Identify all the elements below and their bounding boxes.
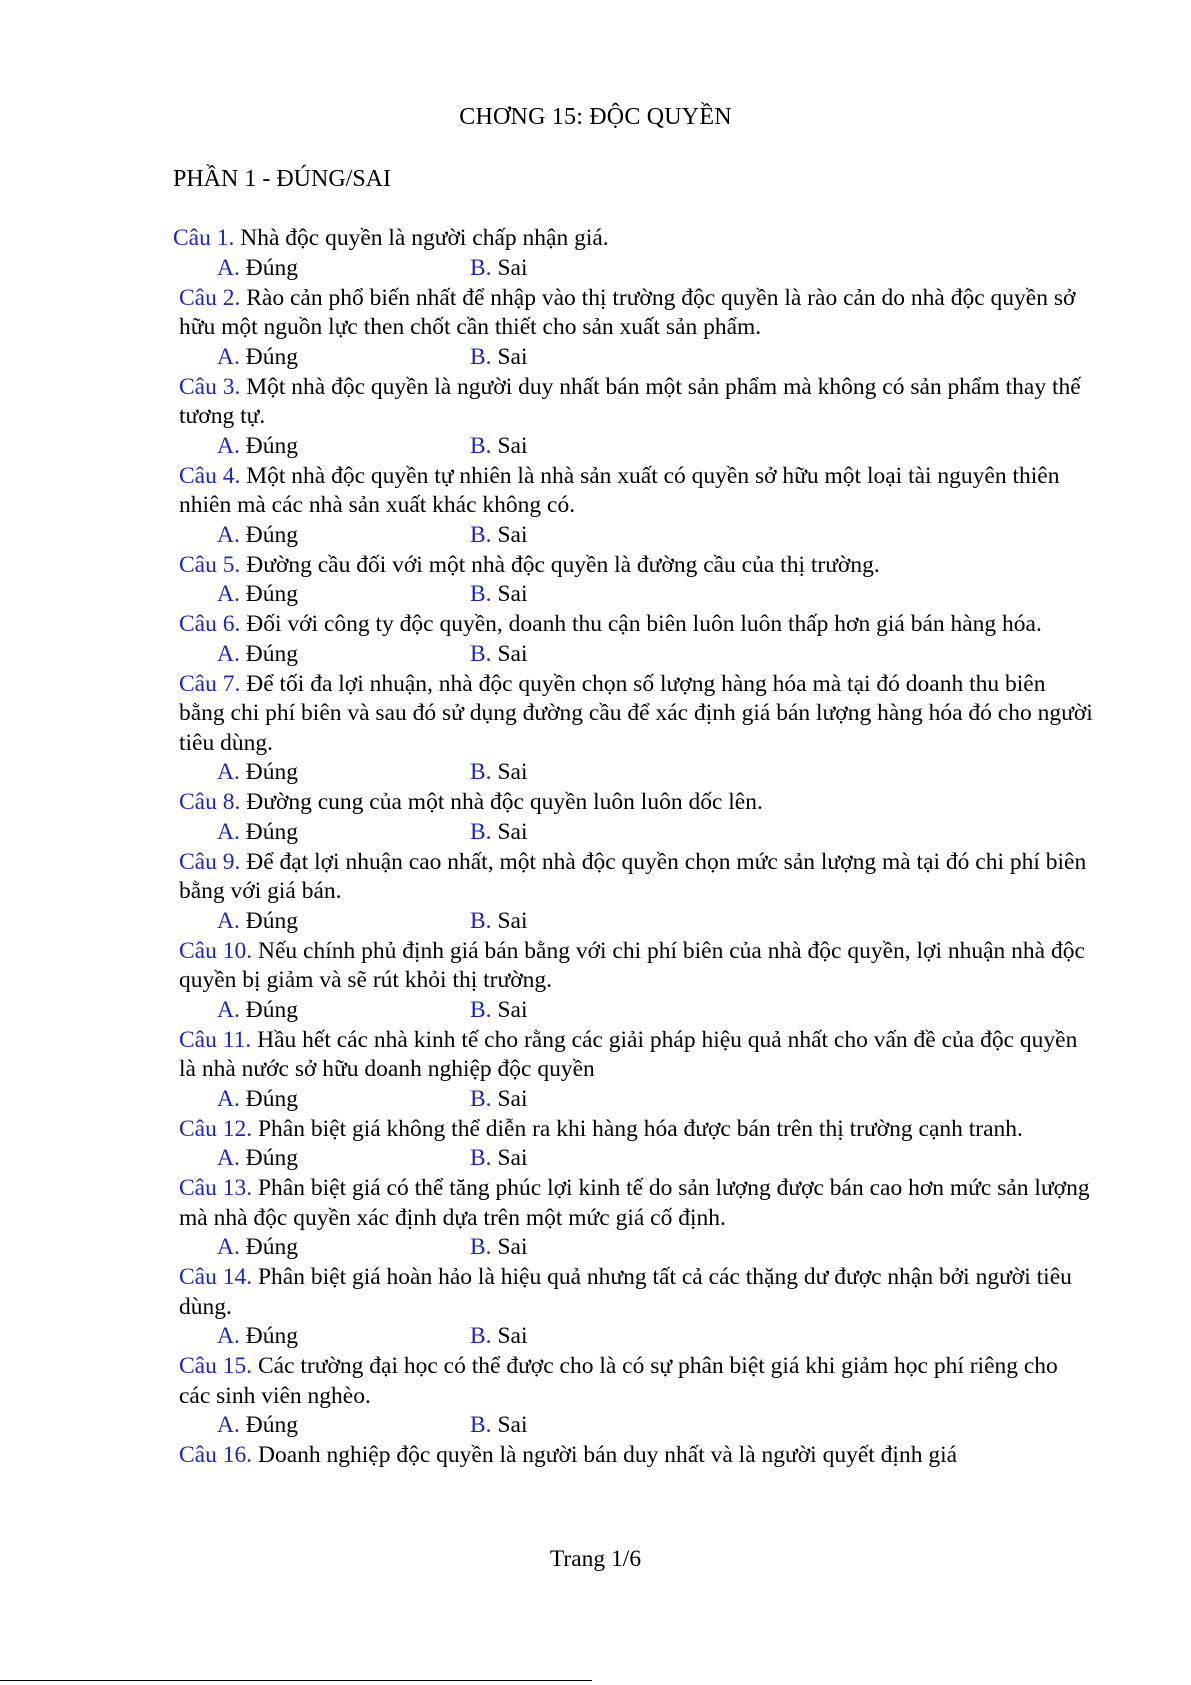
option-a-label: A.: [217, 581, 240, 607]
answer-options: [173, 1411, 1093, 1441]
option-a-label: A.: [217, 432, 240, 459]
option-a-true[interactable]: [217, 254, 298, 284]
option-a-true[interactable]: [217, 818, 298, 848]
option-a-text: Đúng: [245, 1234, 298, 1260]
question-text: Đường cung của một nhà độc quyền luôn luôn dốc lên.: [246, 789, 763, 815]
option-b-false[interactable]: [470, 1322, 527, 1352]
option-a-true[interactable]: [217, 640, 298, 670]
answer-options: [173, 343, 1093, 373]
question-text: Đối với công ty độc quyền, doanh thu cận biên luôn luôn thấp hơn giá bán hàng hóa.: [246, 611, 1042, 637]
option-a-true[interactable]: [217, 580, 298, 610]
option-b-false[interactable]: [470, 343, 527, 373]
question-number: Câu 4.: [179, 462, 241, 489]
option-b-label: B.: [470, 343, 492, 370]
option-b-text: Sai: [497, 1412, 528, 1438]
option-b-label: B.: [470, 1085, 492, 1112]
question-number: Câu 16.: [179, 1442, 253, 1468]
option-b-label: B.: [470, 581, 492, 607]
question-item: [173, 788, 1093, 818]
option-a-true[interactable]: [217, 996, 298, 1026]
answer-options: [173, 1322, 1093, 1352]
option-a-text: Đúng: [245, 581, 298, 607]
question-text: Một nhà độc quyền tự nhiên là nhà sản xuất có quyền sở hữu một loại tài nguyên thiên nhiên mà các nhà sản xuất khác không có.: [179, 462, 1060, 518]
question-item: [173, 284, 1093, 343]
option-b-label: B.: [470, 907, 492, 934]
option-b-false[interactable]: [470, 1411, 527, 1441]
option-b-false[interactable]: [470, 640, 527, 670]
option-a-label: A.: [217, 818, 240, 845]
option-a-true[interactable]: [217, 907, 298, 937]
option-b-label: B.: [470, 521, 492, 548]
option-b-text: Sai: [497, 581, 528, 607]
page-number: Trang 1/6: [549, 1546, 642, 1572]
question-number: Câu 10.: [179, 937, 253, 964]
option-a-text: Đúng: [245, 759, 298, 785]
question-text: Nếu chính phủ định giá bán bằng với chi phí biên của nhà độc quyền, lợi nhuận nhà độc quyền bị giảm và sẽ rút khỏi thị trường.: [179, 937, 1085, 993]
option-a-text: Đúng: [245, 1085, 298, 1112]
option-a-true[interactable]: [217, 1322, 298, 1352]
footer-rule: [0, 1680, 592, 1681]
question-number: Câu 12.: [179, 1115, 253, 1142]
question-number: Câu 2.: [179, 284, 241, 311]
option-a-true[interactable]: [217, 432, 298, 462]
option-a-label: A.: [217, 1412, 240, 1438]
question-text: Để đạt lợi nhuận cao nhất, một nhà độc quyền chọn mức sản lượng mà tại đó chi phí biên bằng với giá bán.: [179, 848, 1087, 904]
option-a-text: Đúng: [245, 996, 298, 1023]
option-b-false[interactable]: [470, 907, 527, 937]
question-item: [173, 1174, 1093, 1233]
option-a-label: A.: [217, 996, 240, 1023]
question-number: Câu 5.: [179, 551, 241, 578]
option-a-label: A.: [217, 759, 240, 785]
question-number: Câu 15.: [179, 1353, 253, 1379]
option-b-text: Sai: [497, 818, 528, 845]
option-b-false[interactable]: [470, 432, 527, 462]
option-a-label: A.: [217, 1323, 240, 1349]
option-a-text: Đúng: [245, 1412, 298, 1438]
question-number: Câu 14.: [179, 1264, 253, 1290]
option-b-text: Sai: [497, 640, 528, 667]
question-text: Hầu hết các nhà kinh tế cho rằng các giải pháp hiệu quả nhất cho vấn đề của độc quyền là nhà nước sở hữu doanh nghiệp độc quyền: [179, 1026, 1078, 1082]
option-b-text: Sai: [497, 1323, 528, 1349]
question-item: [173, 1352, 1093, 1411]
answer-options: [173, 254, 1093, 284]
answer-options: [173, 1233, 1093, 1263]
option-a-text: Đúng: [245, 432, 298, 459]
option-a-label: A.: [217, 1085, 240, 1112]
option-b-label: B.: [470, 818, 492, 845]
question-text: Đường cầu đối với một nhà độc quyền là đường cầu của thị trường.: [246, 551, 880, 578]
option-b-false[interactable]: [470, 521, 527, 551]
answer-options: [173, 1085, 1093, 1115]
question-number: Câu 11.: [179, 1026, 252, 1053]
option-b-text: Sai: [497, 907, 528, 934]
question-number: Câu 8.: [179, 789, 241, 815]
answer-options: [173, 907, 1093, 937]
option-b-label: B.: [470, 1412, 492, 1438]
option-b-label: B.: [470, 254, 492, 281]
option-a-text: Đúng: [245, 254, 298, 281]
question-number: Câu 6.: [179, 611, 241, 637]
question-text: Một nhà độc quyền là người duy nhất bán một sản phẩm mà không có sản phẩm thay thế tương tự.: [179, 373, 1081, 429]
option-a-text: Đúng: [245, 343, 298, 370]
option-b-false[interactable]: [470, 1144, 527, 1174]
option-b-text: Sai: [497, 1145, 528, 1171]
option-b-label: B.: [470, 1234, 492, 1260]
option-a-true[interactable]: [217, 521, 298, 551]
option-b-label: B.: [470, 640, 492, 667]
chapter-title: CHƠNG 15: ĐỘC QUYỀN: [459, 104, 732, 130]
question-text: Rào cản phổ biến nhất để nhập vào thị trường độc quyền là rào cản do nhà độc quyền sở hữu một nguồn lực then chốt cần thiết cho sản xuất sản phẩm.: [179, 284, 1076, 340]
question-number: Câu 3.: [179, 373, 241, 400]
option-b-text: Sai: [497, 759, 528, 785]
option-a-text: Đúng: [245, 907, 298, 934]
question-number: Câu 7.: [179, 670, 241, 697]
question-text: Phân biệt giá không thể diễn ra khi hàng hóa được bán trên thị trường cạnh tranh.: [257, 1115, 1023, 1142]
option-b-label: B.: [470, 996, 492, 1023]
question-item: [173, 551, 1093, 581]
option-a-true[interactable]: [217, 1144, 298, 1174]
option-b-text: Sai: [497, 1234, 528, 1260]
option-b-text: Sai: [497, 343, 528, 370]
question-item: [173, 670, 1093, 759]
option-a-true[interactable]: [217, 1233, 298, 1263]
option-b-false[interactable]: [470, 996, 527, 1026]
question-text: Để tối đa lợi nhuận, nhà độc quyền chọn số lượng hàng hóa mà tại đó doanh thu biên bằng chi phí biên và sau đó sử dụng đường cầu để xác định giá bán lượng hàng hóa đó cho người tiêu dùng.: [179, 670, 1093, 756]
option-a-label: A.: [217, 343, 240, 370]
option-b-text: Sai: [497, 1085, 528, 1112]
option-b-false[interactable]: [470, 580, 527, 610]
option-b-text: Sai: [497, 432, 528, 459]
option-b-false[interactable]: [470, 1085, 527, 1115]
question-item: [173, 462, 1093, 521]
option-b-text: Sai: [497, 254, 528, 281]
answer-options: [173, 580, 1093, 610]
option-b-label: B.: [470, 759, 492, 785]
answer-options: [173, 1144, 1093, 1174]
section-heading: PHẦN 1 - ĐÚNG/SAI: [173, 166, 392, 192]
question-item: [173, 1115, 1093, 1145]
answer-options: [173, 818, 1093, 848]
question-item: [173, 373, 1093, 432]
question-text: Các trường đại học có thể được cho là có sự phân biệt giá khi giảm học phí riêng cho các sinh viên nghèo.: [179, 1353, 1058, 1409]
question-item: [173, 1263, 1093, 1322]
option-b-label: B.: [470, 1323, 492, 1349]
question-list: [173, 224, 1093, 1471]
question-item: [173, 1026, 1093, 1085]
question-item: [173, 848, 1093, 907]
option-b-false[interactable]: [470, 758, 527, 788]
option-a-label: A.: [217, 1234, 240, 1260]
option-a-true[interactable]: [217, 1085, 298, 1115]
question-text: Phân biệt giá có thể tăng phúc lợi kinh tế do sản lượng được bán cao hơn mức sản lượng mà nhà độc quyền xác định dựa trên một mức giá cố định.: [179, 1175, 1090, 1231]
question-text: Doanh nghiệp độc quyền là người bán duy nhất và là người quyết định giá: [257, 1442, 958, 1468]
question-text: Nhà độc quyền là người chấp nhận giá.: [240, 225, 609, 251]
option-b-label: B.: [470, 432, 492, 459]
option-a-text: Đúng: [245, 1145, 298, 1171]
option-b-text: Sai: [497, 996, 528, 1023]
answer-options: [173, 432, 1093, 462]
question-number: Câu 9.: [179, 848, 241, 875]
option-a-text: Đúng: [245, 818, 298, 845]
option-b-false[interactable]: [470, 818, 527, 848]
option-a-true[interactable]: [217, 758, 298, 788]
question-item: [173, 1441, 1093, 1471]
answer-options: [173, 758, 1093, 788]
option-a-label: A.: [217, 640, 240, 667]
option-a-label: A.: [217, 1145, 240, 1171]
question-text: Phân biệt giá hoàn hảo là hiệu quả nhưng tất cả các thặng dư được nhận bởi người tiêu dùng.: [179, 1264, 1072, 1320]
option-a-label: A.: [217, 254, 240, 281]
question-item: [173, 937, 1093, 996]
option-a-text: Đúng: [245, 521, 298, 548]
option-a-label: A.: [217, 907, 240, 934]
option-b-text: Sai: [497, 521, 528, 548]
question-number: Câu 1.: [173, 225, 235, 251]
option-a-text: Đúng: [245, 1323, 298, 1349]
option-a-true[interactable]: [217, 343, 298, 373]
option-b-label: B.: [470, 1145, 492, 1171]
answer-options: [173, 521, 1093, 551]
answer-options: [173, 640, 1093, 670]
option-a-true[interactable]: [217, 1411, 298, 1441]
question-item: [173, 224, 1093, 254]
option-b-false[interactable]: [470, 254, 527, 284]
answer-options: [173, 996, 1093, 1026]
option-a-text: Đúng: [245, 640, 298, 667]
option-b-false[interactable]: [470, 1233, 527, 1263]
question-number: Câu 13.: [179, 1175, 253, 1201]
option-a-label: A.: [217, 521, 240, 548]
question-item: [173, 610, 1093, 640]
